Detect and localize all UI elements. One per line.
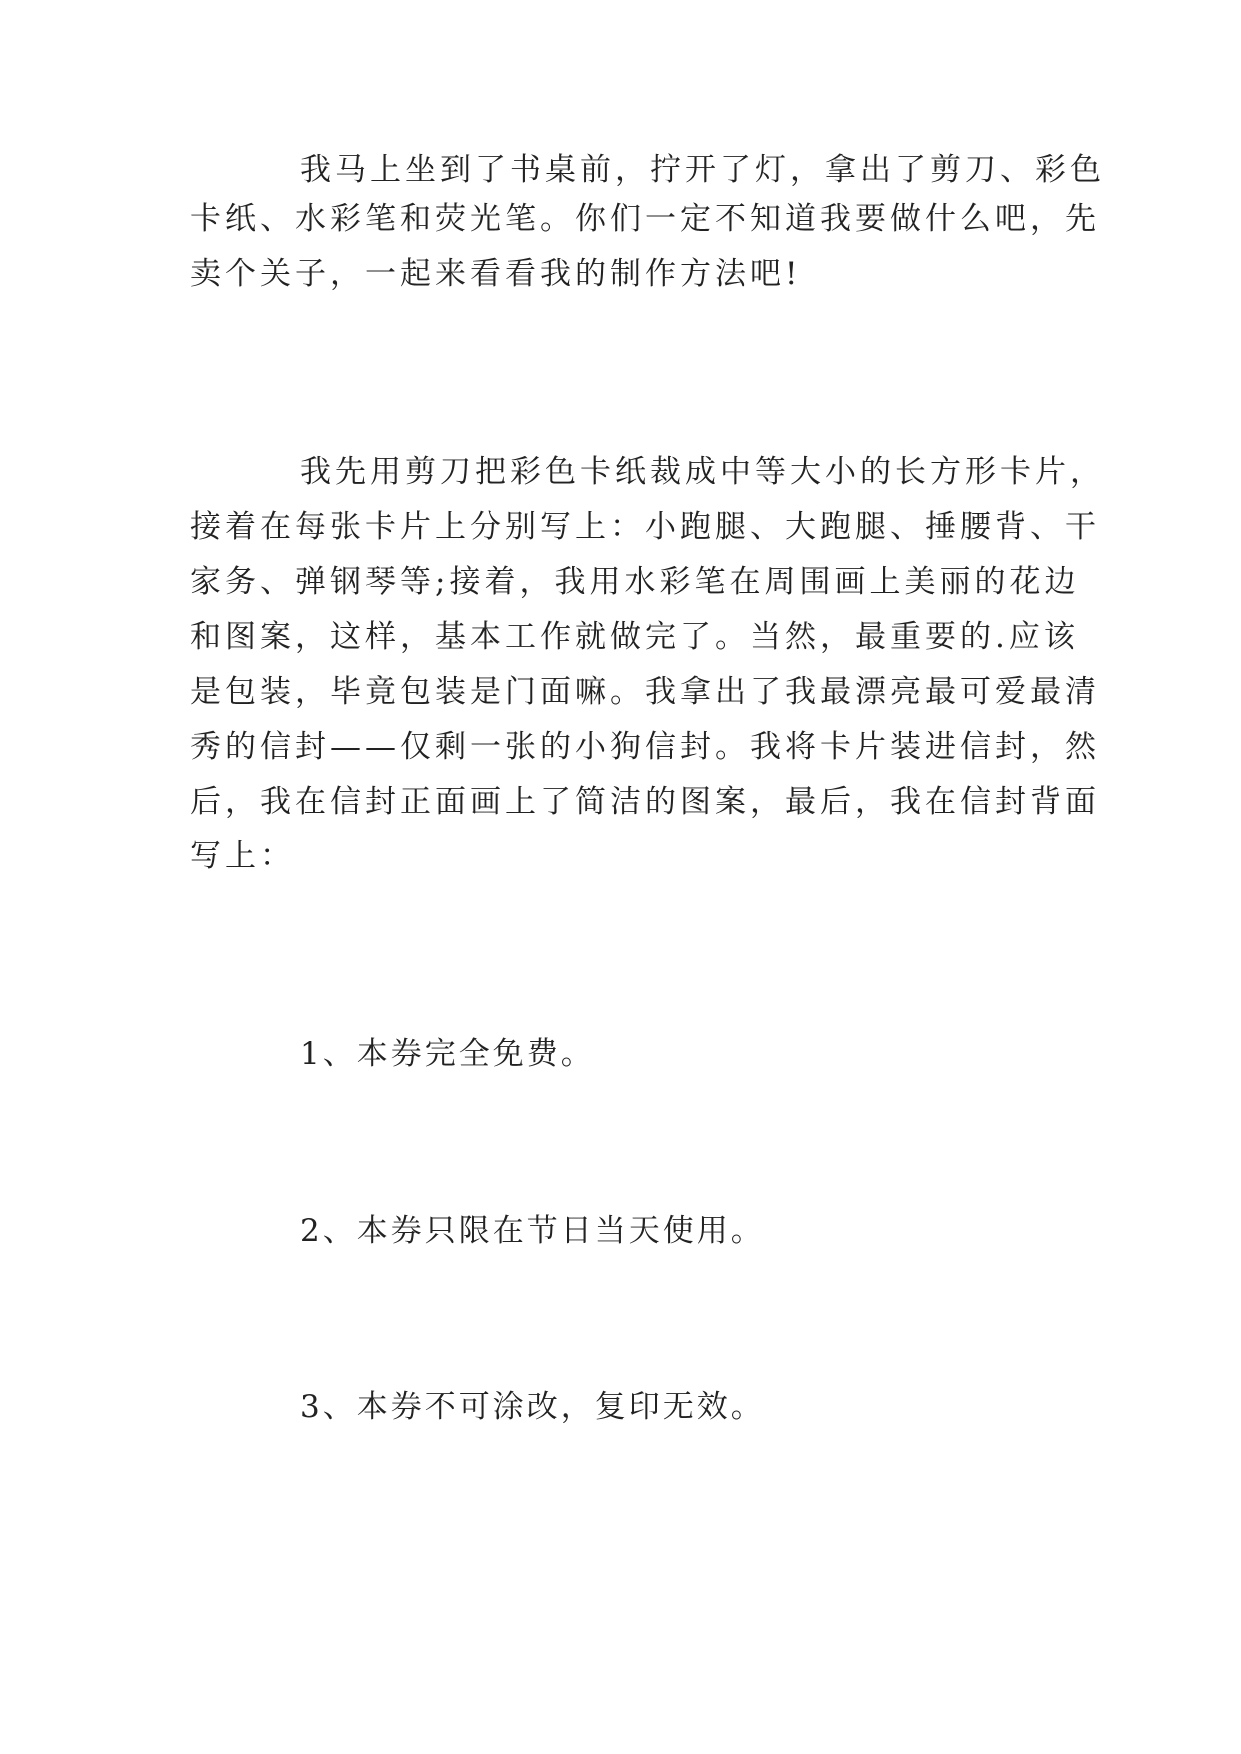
- paragraph-2-line: 秀的信封——仅剩一张的小狗信封。我将卡片装进信封，然: [190, 729, 1100, 765]
- paragraph-1-line: 卖个关子，一起来看看我的制作方法吧!: [190, 256, 802, 292]
- paragraph-2-line: 是包装，毕竟包装是门面嘛。我拿出了我最漂亮最可爱最清: [190, 674, 1100, 710]
- paragraph-2-line: 后，我在信封正面画上了简洁的图案，最后，我在信封背面: [190, 784, 1100, 820]
- rule-item-3: 3、本券不可涂改，复印无效。: [300, 1389, 765, 1425]
- paragraph-2-line: 家务、弹钢琴等;接着，我用水彩笔在周围画上美丽的花边: [190, 564, 1080, 600]
- paragraph-1-line: 我马上坐到了书桌前，拧开了灯，拿出了剪刀、彩色: [300, 152, 1105, 188]
- paragraph-2-line: 接着在每张卡片上分别写上：小跑腿、大跑腿、捶腰背、干: [190, 509, 1100, 545]
- paragraph-1-line: 卡纸、水彩笔和荧光笔。你们一定不知道我要做什么吧，先: [190, 201, 1100, 237]
- rule-item-1: 1、本券完全免费。: [300, 1036, 595, 1072]
- rule-item-2: 2、本券只限在节日当天使用。: [300, 1213, 765, 1249]
- paragraph-2-line: 写上：: [190, 838, 295, 874]
- paragraph-2-line: 我先用剪刀把彩色卡纸裁成中等大小的长方形卡片，: [300, 454, 1105, 490]
- paragraph-2-line: 和图案，这样，基本工作就做完了。当然，最重要的.应该: [190, 619, 1079, 655]
